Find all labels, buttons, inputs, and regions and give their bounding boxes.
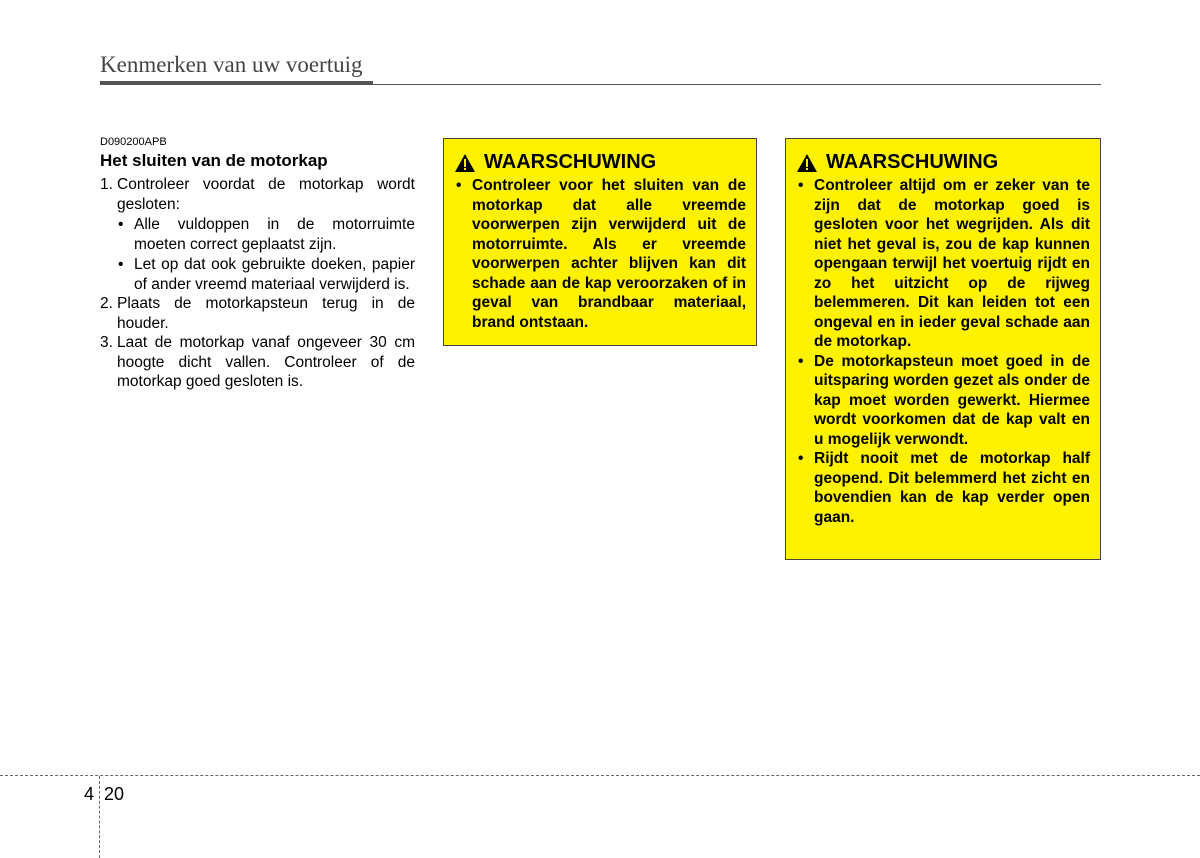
footer-divider xyxy=(0,775,1200,776)
header-rule xyxy=(100,81,373,85)
main-column xyxy=(100,136,415,392)
warning-title xyxy=(454,151,746,174)
warning-item xyxy=(454,176,746,332)
step-number: 2. xyxy=(100,295,113,312)
warning-triangle-icon xyxy=(454,153,476,173)
step-text: Plaats de motorkapsteun terug in de houder. xyxy=(117,295,415,332)
step-2 xyxy=(100,294,415,333)
section-code: D090200APB xyxy=(100,136,167,148)
warning-box-1 xyxy=(443,138,757,346)
step-1 xyxy=(100,175,415,214)
warning-item-text: Controleer voor het sluiten van de motorkap dat alle vreemde voorwerpen zijn verwijderd uit de motorruimte. Als er vreemde voorwerpen achter blijven kan dit schade aan de kap veroorzaken of in geval van brandbaar materiaal, brand ontstaan. xyxy=(472,177,746,331)
warning-item-text: De motorkapsteun moet goed in de uitsparing worden gezet als onder de kap moet worden gewerkt. Hiermee wordt voorkomen dat de kap valt en u mogelijk verwondt. xyxy=(814,352,1090,448)
warning-item xyxy=(796,449,1090,527)
sub-item xyxy=(118,255,415,294)
sub-item-text: Let op dat ook gebruikte doeken, papier of ander vreemd materiaal verwijderd is. xyxy=(134,256,415,293)
bullet: • xyxy=(456,177,462,194)
warning-title xyxy=(796,151,1090,174)
page-header-title: Kenmerken van uw voertuig xyxy=(100,52,363,77)
warning-title-text: WAARSCHUWING xyxy=(826,151,999,173)
step-text: Laat de motorkap vanaf ongeveer 30 cm hoogte dicht vallen. Controleer of de motorkap goed gesloten is. xyxy=(117,334,415,390)
sub-item xyxy=(118,215,415,254)
bullet: • xyxy=(798,450,804,467)
warning-item xyxy=(796,352,1090,450)
bullet: • xyxy=(798,352,804,370)
warning-item-text: Rijdt nooit met de motorkap half geopend. Dit belemmerd het zicht en bovendien kan de kap verder open gaan. xyxy=(814,450,1090,526)
steps-list xyxy=(100,175,415,392)
section-heading: Het sluiten van de motorkap xyxy=(100,151,328,170)
warning-box-2 xyxy=(785,138,1101,560)
warning-triangle-icon xyxy=(796,153,818,173)
bullet: • xyxy=(798,177,804,194)
warning-title-text: WAARSCHUWING xyxy=(484,151,657,173)
step-number: 1. xyxy=(100,176,113,193)
warning-item-text: Controleer altijd om er zeker van te zijn dat de motorkap goed is gesloten voor het wegrijden. Als dit niet het geval is, zou de kap kunnen opengaan terwijl het voertuig rijdt en zo het uitzicht op de rijweg belemmeren. Dit kan leiden tot een ongeval en in ieder geval schade aan de motorkap. xyxy=(814,177,1090,350)
step-3 xyxy=(100,333,415,392)
warning-item xyxy=(796,176,1090,352)
header-rule-thin xyxy=(373,84,1101,85)
footer-divider-vertical xyxy=(99,776,100,858)
chapter-number: 4 xyxy=(84,784,95,804)
bullet: • xyxy=(118,256,124,273)
page-number: 20 xyxy=(104,784,125,804)
sub-item-text: Alle vuldoppen in de motorruimte moeten correct geplaatst zijn. xyxy=(134,216,415,253)
bullet: • xyxy=(118,216,124,233)
step-number: 3. xyxy=(100,334,113,351)
step-text: Controleer voordat de motorkap wordt gesloten: xyxy=(117,176,415,213)
